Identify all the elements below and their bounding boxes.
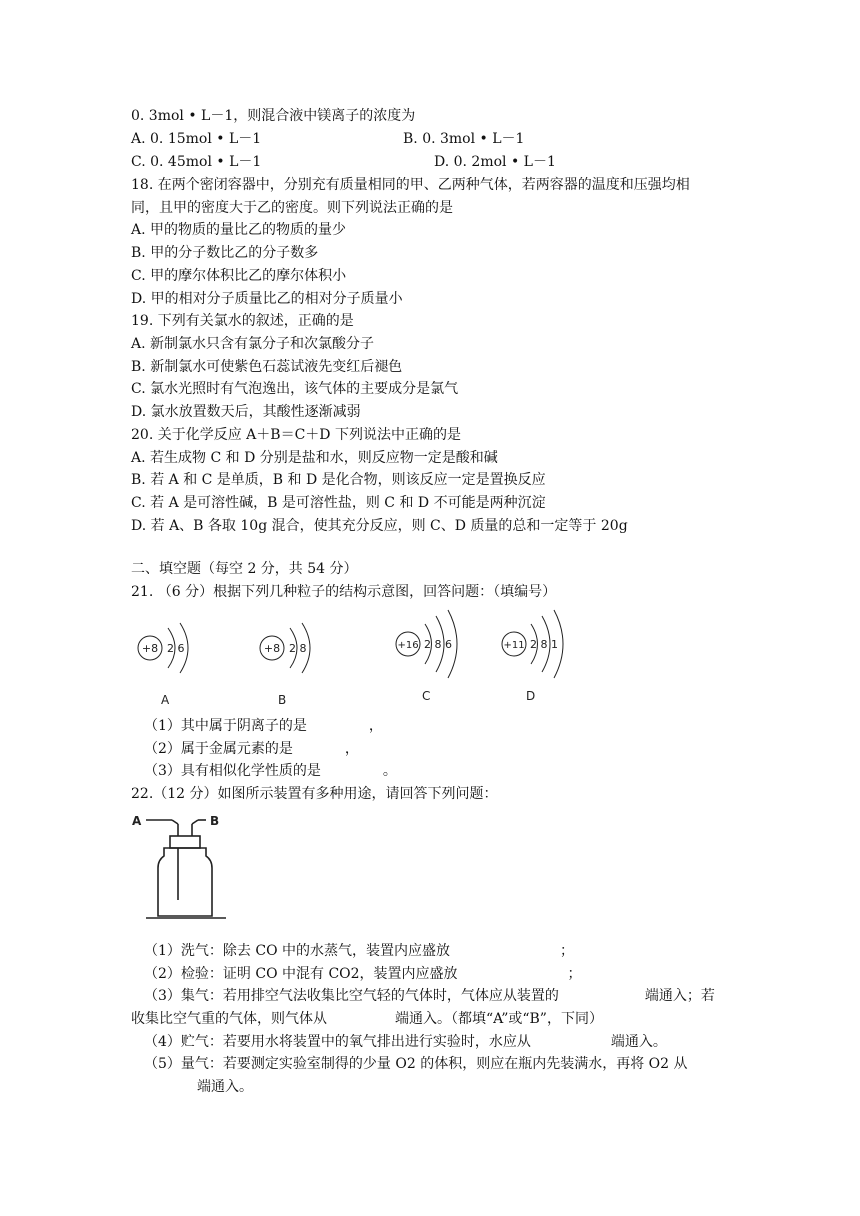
q21-sub2	[144, 740, 359, 758]
q22-sub5-line1: （5）量气：若要测定实验室制得的少量 O2 的体积，则应在瓶内先装满水，再将 O2 从	[144, 1056, 688, 1072]
q22-sub1	[144, 942, 574, 960]
q17-option-c: C. 0. 45mol • L－1	[131, 154, 262, 170]
q19-option-d: D. 氯水放置数天后，其酸性逐渐减弱	[131, 404, 361, 420]
atom-structure-diagrams	[120, 600, 600, 712]
atom-c-shells: 2 8 6	[424, 638, 452, 651]
gas-bottle-apparatus	[128, 808, 238, 928]
q21-sub1	[144, 717, 383, 735]
q18-option-b: B. 甲的分子数比乙的分子数多	[131, 245, 319, 261]
q19-option-c: C. 氯水光照时有气泡逸出，该气体的主要成分是氯气	[131, 381, 459, 397]
q22-stem: 22.（12 分）如图所示装置有多种用途，请回答下列问题：	[131, 786, 498, 802]
q22-sub4-text: （4）贮气：若要用水将装置中的氧气排出进行实验时，水应从	[144, 1034, 531, 1050]
atom-diagram-a	[138, 623, 188, 707]
q18-option-d: D. 甲的相对分子质量比乙的相对分子质量小	[131, 291, 403, 307]
q22-sub2-text: （2）检验：证明 CO 中混有 CO2，装置内应盛放	[144, 966, 458, 982]
q22-sub3-line1	[144, 987, 715, 1005]
q17-option-d: D. 0. 2mol • L－1	[434, 154, 556, 170]
q17-option-b: B. 0. 3mol • L－1	[403, 131, 525, 147]
q21-stem: 21. （6 分）根据下列几种粒子的结构示意图，回答问题：（填编号）	[131, 584, 557, 600]
q19-stem: 19. 下列有关氯水的叙述，正确的是	[131, 313, 354, 329]
q22-sub3a-end: 端通入；若	[644, 988, 715, 1004]
q17-stem-tail: 0. 3mol • L－1，则混合液中镁离子的浓度为	[131, 108, 416, 124]
q22-sub2	[144, 965, 582, 983]
atom-a-nucleus: +8	[141, 642, 159, 655]
atom-c-label: C	[422, 689, 431, 703]
q21-sub3-text: （3）具有相似化学性质的是	[144, 763, 321, 779]
q22-sub3b-end: 端通入。（都填“A”或“B”，下同）	[395, 1011, 603, 1027]
q19-option-b: B. 新制氯水可使紫色石蕊试液先变红后褪色	[131, 359, 403, 375]
q20-option-b: B. 若 A 和 C 是单质，B 和 D 是化合物，则该反应一定是置换反应	[131, 472, 546, 488]
q18-stem-line2: 同，且甲的密度大于乙的密度。则下列说法正确的是	[131, 200, 453, 216]
atom-diagram-b	[260, 623, 310, 707]
q20-option-c: C. 若 A 是可溶性碱，B 是可溶性盐，则 C 和 D 不可能是两种沉淀	[131, 495, 546, 511]
q20-stem: 20. 关于化学反应 A＋B＝C＋D 下列说法中正确的是	[131, 427, 461, 443]
atom-diagram-c	[396, 610, 457, 703]
atom-d-label: D	[526, 689, 536, 703]
atom-a-shells: 2 6	[167, 642, 185, 655]
q17-option-a: A. 0. 15mol • L－1	[131, 131, 262, 147]
q22-sub5-line2	[197, 1078, 253, 1096]
atom-diagram-d	[502, 610, 563, 703]
q22-sub2-end: ；	[567, 966, 582, 982]
q18-option-a: A. 甲的物质的量比乙的物质的量少	[131, 222, 347, 238]
q20-option-d: D. 若 A、B 各取 10g 混合，使其充分反应，则 C、D 质量的总和一定等于 20g	[131, 518, 628, 534]
atom-a-label: A	[161, 693, 170, 707]
q21-sub1-end: ，	[368, 718, 383, 734]
q22-sub4-end: 端通入。	[610, 1034, 667, 1050]
q19-option-a: A. 新制氯水只含有氯分子和次氯酸分子	[131, 336, 375, 352]
q22-sub1-text: （1）洗气：除去 CO 中的水蒸气，装置内应盛放	[144, 943, 450, 959]
inlet-a-label: A	[132, 814, 142, 828]
q21-sub2-end: ，	[344, 741, 359, 757]
q22-sub3-line2	[131, 1010, 603, 1028]
atom-d-shells: 2 8 1	[530, 638, 558, 651]
q20-option-a: A. 若生成物 C 和 D 分别是盐和水，则反应物一定是酸和碱	[131, 450, 498, 466]
section-title: 二、填空题（每空 2 分，共 54 分）	[131, 561, 358, 577]
q21-sub3-end: 。	[382, 763, 397, 779]
atom-c-nucleus: +16	[397, 640, 419, 651]
q18-stem-line1: 18. 在两个密闭容器中，分别充有质量相同的甲、乙两种气体，若两容器的温度和压强均相	[131, 177, 690, 193]
atom-d-nucleus: +11	[503, 640, 525, 651]
q18-option-c: C. 甲的摩尔体积比乙的摩尔体积小	[131, 268, 347, 284]
q21-sub2-text: （2）属于金属元素的是	[144, 741, 293, 757]
atom-b-label: B	[278, 693, 287, 707]
atom-b-shells: 2 8	[289, 642, 307, 655]
q22-sub4	[144, 1033, 667, 1051]
q21-sub3	[144, 762, 397, 780]
q22-sub5b-text: 端通入。	[197, 1079, 253, 1095]
atom-b-nucleus: +8	[263, 642, 281, 655]
q22-sub3a-text: （3）集气：若用排空气法收集比空气轻的气体时，气体应从装置的	[144, 988, 559, 1004]
inlet-b-label: B	[210, 814, 220, 828]
q22-sub3b-text: 收集比空气重的气体，则气体从	[131, 1011, 327, 1027]
q22-sub1-end: ；	[560, 943, 574, 959]
q21-sub1-text: （1）其中属于阴离子的是	[144, 718, 307, 734]
